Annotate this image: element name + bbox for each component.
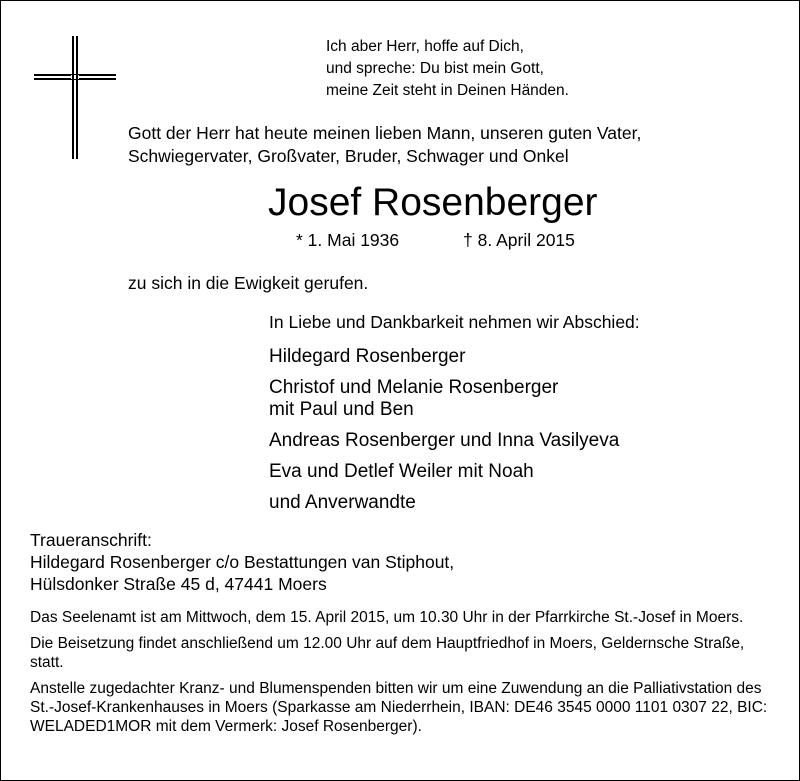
intro-line: Schwiegervater, Großvater, Bruder, Schwager und Onkel [128, 146, 569, 166]
intro-line: Gott der Herr hat heute meinen lieben Mann, unseren guten Vater, [128, 123, 642, 143]
mourner-subline: mit Paul und Ben [269, 399, 414, 420]
address-line: Hildegard Rosenberger c/o Bestattungen van Stiphout, [30, 552, 455, 572]
mourner-line: Andreas Rosenberger und Inna Vasilyeva [269, 430, 620, 451]
service-notices [30, 608, 778, 743]
address-line: Hülsdonker Straße 45 d, 47441 Moers [30, 574, 327, 594]
verse-line: Ich aber Herr, hoffe auf Dich, [326, 38, 524, 55]
verse-line: und spreche: Du bist mein Gott, [326, 60, 544, 77]
mourner-entry [269, 346, 619, 368]
requiem-notice: Das Seelenamt ist am Mittwoch, dem 15. April 2015, um 10.30 Uhr in der Pfarrkirche St.-Josef in Moers. [30, 609, 744, 626]
address-label: Traueranschrift: [30, 530, 152, 550]
intro-text [128, 122, 641, 168]
donation-notice: Anstelle zugedachter Kranz- und Blumenspenden bitten wir um eine Zuwendung an die Palliativstation des St.-Josef-Krankenhauses in Moers (Sparkasse am Niederrhein, IBAN: DE46 3545 0000 1101 0307 22, BIC: WELADED1MOR mit dem Vermerk: Josef Rosenberger). [30, 680, 768, 735]
mourning-address [30, 529, 454, 595]
burial-notice: Die Beisetzung findet anschließend um 12.00 Uhr auf dem Hauptfriedhof in Moers, Geldernsche Straße, statt. [30, 635, 745, 671]
deceased-name: Josef Rosenberger [268, 181, 598, 224]
birth-date: * 1. Mai 1936 [296, 230, 400, 250]
mourner-entry [269, 430, 619, 452]
farewell-text: In Liebe und Dankbarkeit nehmen wir Abschied: [269, 312, 640, 332]
mourner-entry [269, 492, 619, 514]
mourner-line: Eva und Detlef Weiler mit Noah [269, 461, 534, 482]
bible-verse [326, 36, 569, 102]
mourner-entry [269, 377, 619, 421]
mourners-list [269, 346, 619, 523]
death-date: † 8. April 2015 [463, 230, 575, 250]
mourner-line: und Anverwandte [269, 492, 416, 513]
cross-icon [34, 36, 116, 159]
mourner-entry [269, 461, 619, 483]
mourner-line: Christof und Melanie Rosenberger [269, 377, 559, 398]
verse-line: meine Zeit steht in Deinen Händen. [326, 82, 569, 99]
mourner-line: Hildegard Rosenberger [269, 346, 466, 367]
called-home-text: zu sich in die Ewigkeit gerufen. [128, 273, 369, 293]
